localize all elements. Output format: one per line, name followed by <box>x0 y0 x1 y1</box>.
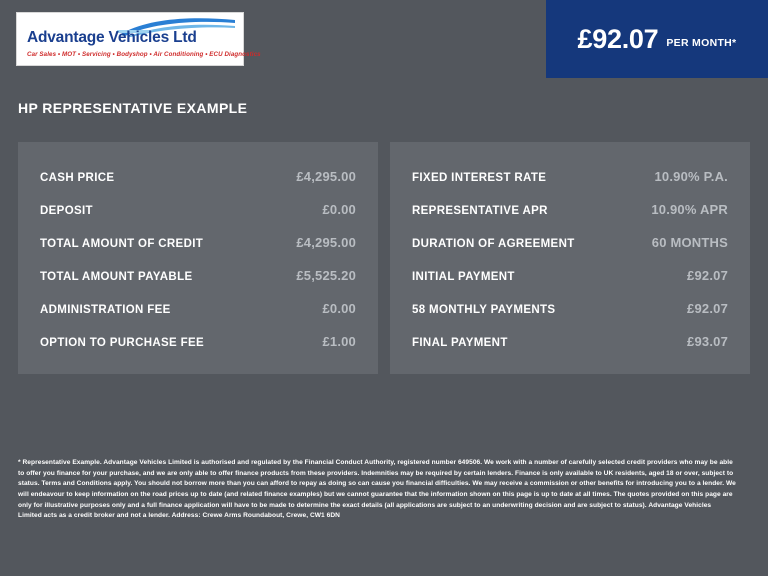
row-label: CASH PRICE <box>40 172 115 184</box>
row-label: REPRESENTATIVE APR <box>412 205 548 217</box>
table-row <box>40 193 356 226</box>
row-label: 58 MONTHLY PAYMENTS <box>412 304 556 316</box>
header-bar <box>0 0 768 78</box>
table-row <box>412 160 728 193</box>
disclaimer-text: * Representative Example. Advantage Vehicles Limited is authorised and regulated by the Financial Conduct Authority, registered number 649506. We work with a number of carefully selected credit providers who may be able to offer you finance for your purchase, and we are only able to offer finance products from these providers. Indemnities may be required by certain lenders. Finance is only available to UK residents, aged 18 or over, subject to status. Terms and Conditions apply. You should not borrow more than you can afford to repay as doing so can cause you financial difficulties. We may receive a commission or other benefits for introducing you to a lender. We will endeavour to keep information on the road prices up to date (and related finance examples) but we cannot guarantee that the information shown on this page is up to date at all times. The quotes provided on this page are only for illustrative purposes only and a full finance application will have to be made to determine the exact details (all applications are subject to an underwriting decision and are subject to status). Advantage Vehicles Limited acts as a credit broker and not a lender. Address: Crewe Arms Roundabout, Crewe, CW1 6DN <box>18 459 736 520</box>
monthly-price-suffix: PER MONTH* <box>666 36 737 49</box>
row-value: £4,295.00 <box>296 235 356 250</box>
row-label: ADMINISTRATION FEE <box>40 304 171 316</box>
table-row <box>40 160 356 193</box>
logo-tagline: Car Sales • MOT • Servicing • Bodyshop • Air Conditioning • ECU Diagnostics <box>27 51 261 58</box>
row-label: TOTAL AMOUNT PAYABLE <box>40 271 193 283</box>
row-label: DURATION OF AGREEMENT <box>412 238 575 250</box>
row-label: FINAL PAYMENT <box>412 337 508 349</box>
row-label: OPTION TO PURCHASE FEE <box>40 337 205 349</box>
row-value: £1.00 <box>322 334 356 349</box>
logo-company-name: Advantage Vehicles Ltd <box>27 29 197 46</box>
row-value: £5,525.20 <box>296 268 356 283</box>
table-row <box>40 226 356 259</box>
row-value: £92.07 <box>687 268 728 283</box>
row-value: 10.90% P.A. <box>654 169 728 184</box>
row-label: TOTAL AMOUNT OF CREDIT <box>40 238 204 250</box>
table-row <box>412 292 728 325</box>
row-value: £0.00 <box>322 301 356 316</box>
table-row <box>412 325 728 358</box>
row-label: DEPOSIT <box>40 205 93 217</box>
left-details-panel <box>18 142 378 374</box>
row-value: £93.07 <box>687 334 728 349</box>
right-details-panel <box>390 142 750 374</box>
table-row <box>40 259 356 292</box>
monthly-price-banner <box>546 0 768 78</box>
table-row <box>40 325 356 358</box>
row-label: FIXED INTEREST RATE <box>412 172 547 184</box>
table-row <box>412 193 728 226</box>
table-row <box>40 292 356 325</box>
table-row <box>412 226 728 259</box>
row-value: 60 MONTHS <box>651 235 728 250</box>
row-value: 10.90% APR <box>651 202 728 217</box>
finance-details-panels <box>18 142 750 374</box>
row-value: £4,295.00 <box>296 169 356 184</box>
row-label: INITIAL PAYMENT <box>412 271 515 283</box>
page-title: HP REPRESENTATIVE EXAMPLE <box>18 100 248 116</box>
row-value: £0.00 <box>322 202 356 217</box>
row-value: £92.07 <box>687 301 728 316</box>
monthly-price-value: £92.07 <box>577 23 659 54</box>
table-row <box>412 259 728 292</box>
header-left <box>0 0 546 78</box>
company-logo <box>16 12 261 66</box>
